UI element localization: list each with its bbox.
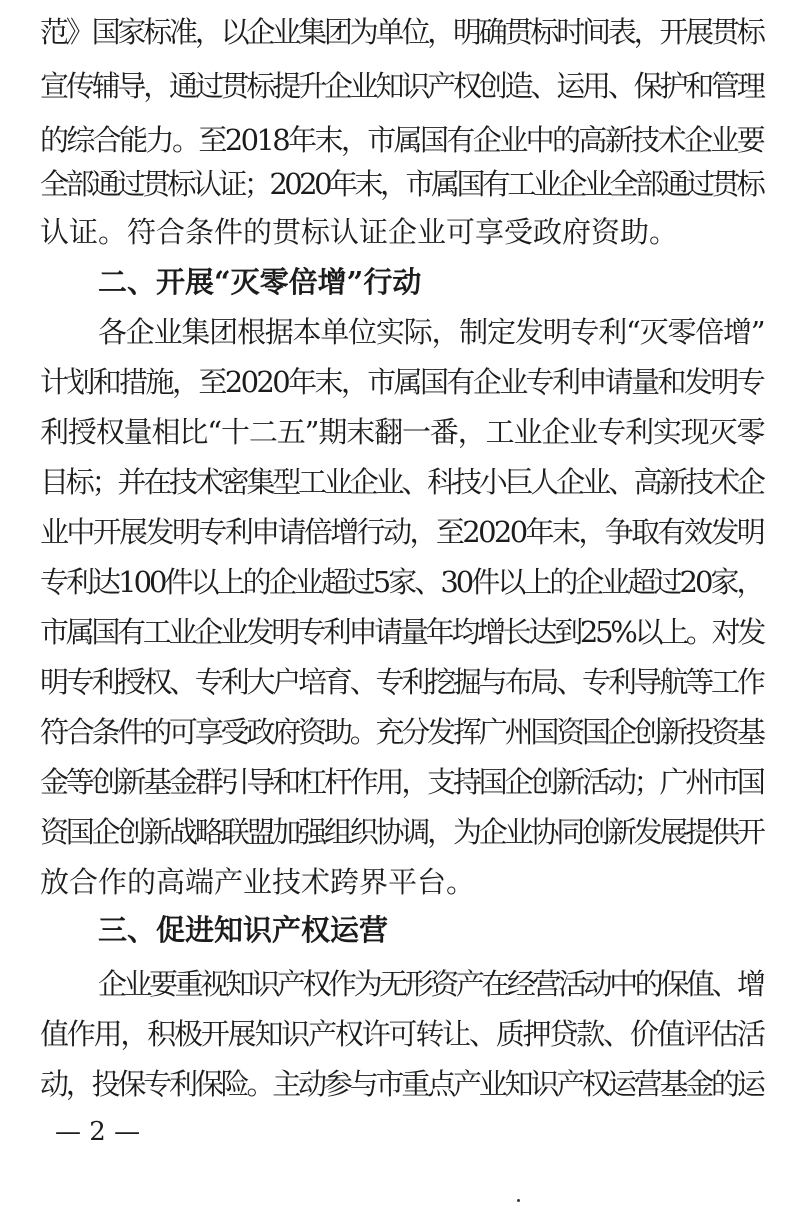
paragraph-2-line-3: 利授权量相比“十二五”期末翻一番，工业企业专利实现灭零 [40,415,765,449]
section-heading-2: 二、开展“灭零倍增”行动 [98,265,422,299]
paragraph-2-line-9: 符合条件的可享受政府资助。充分发挥广州国资国企创新投资基 [40,715,763,749]
paragraph-2-line-10: 金等创新基金群引导和杠杆作用，支持国企创新活动；广州市国 [40,765,763,799]
paragraph-1-line-2: 宣传辅导，通过贯标提升企业知识产权创造、运用、保护和管理 [40,69,763,103]
paragraph-2-line-6: 专利达100件以上的企业超过5家、30件以上的企业超过20家， [40,565,763,599]
paragraph-1-line-4: 全部通过贯标认证；2020年末，市属国有工业企业全部通过贯标 [40,167,763,201]
paragraph-3-line-1: 企业要重视知识产权作为无形资产在经营活动中的保值、增 [98,967,763,1001]
paragraph-2-line-12: 放合作的高端产业技术跨界平台。 [40,865,476,899]
paragraph-2-line-4: 目标；并在技术密集型工业企业、科技小巨人企业、高新技术企 [40,465,763,499]
paragraph-2-line-7: 市属国有工业企业发明专利申请量年均增长达到25%以上。对发 [40,615,764,649]
paragraph-1-line-1: 范》国家标准，以企业集团为单位，明确贯标时间表，开展贯标 [40,15,763,49]
paragraph-1-line-3: 的综合能力。至2018年末，市属国有企业中的高新技术企业要 [40,123,764,157]
scan-speck [517,1199,520,1202]
page-number: — 2 — [55,1117,141,1147]
paragraph-3-line-2: 值作用，积极开展知识产权许可转让、质押贷款、价值评估活 [40,1017,764,1051]
paragraph-1-line-5: 认证。符合条件的贯标认证企业可享受政府资助。 [40,215,679,249]
paragraph-2-line-1: 各企业集团根据本单位实际，制定发明专利“灭零倍增” [98,315,765,349]
paragraph-2-line-11: 资国企创新战略联盟加强组织协调，为企业协同创新发展提供开 [40,815,763,849]
paragraph-3-line-3: 动，投保专利保险。主动参与市重点产业知识产权运营基金的运 [40,1067,763,1101]
paragraph-2-line-2: 计划和措施，至2020年末，市属国有企业专利申请量和发明专 [40,365,764,399]
paragraph-2-line-8: 明专利授权、专利大户培育、专利挖掘与布局、专利导航等工作 [40,665,763,699]
section-heading-3: 三、促进知识产权运营 [98,913,389,947]
paragraph-2-line-5: 业中开展发明专利申请倍增行动，至2020年末，争取有效发明 [40,515,764,549]
